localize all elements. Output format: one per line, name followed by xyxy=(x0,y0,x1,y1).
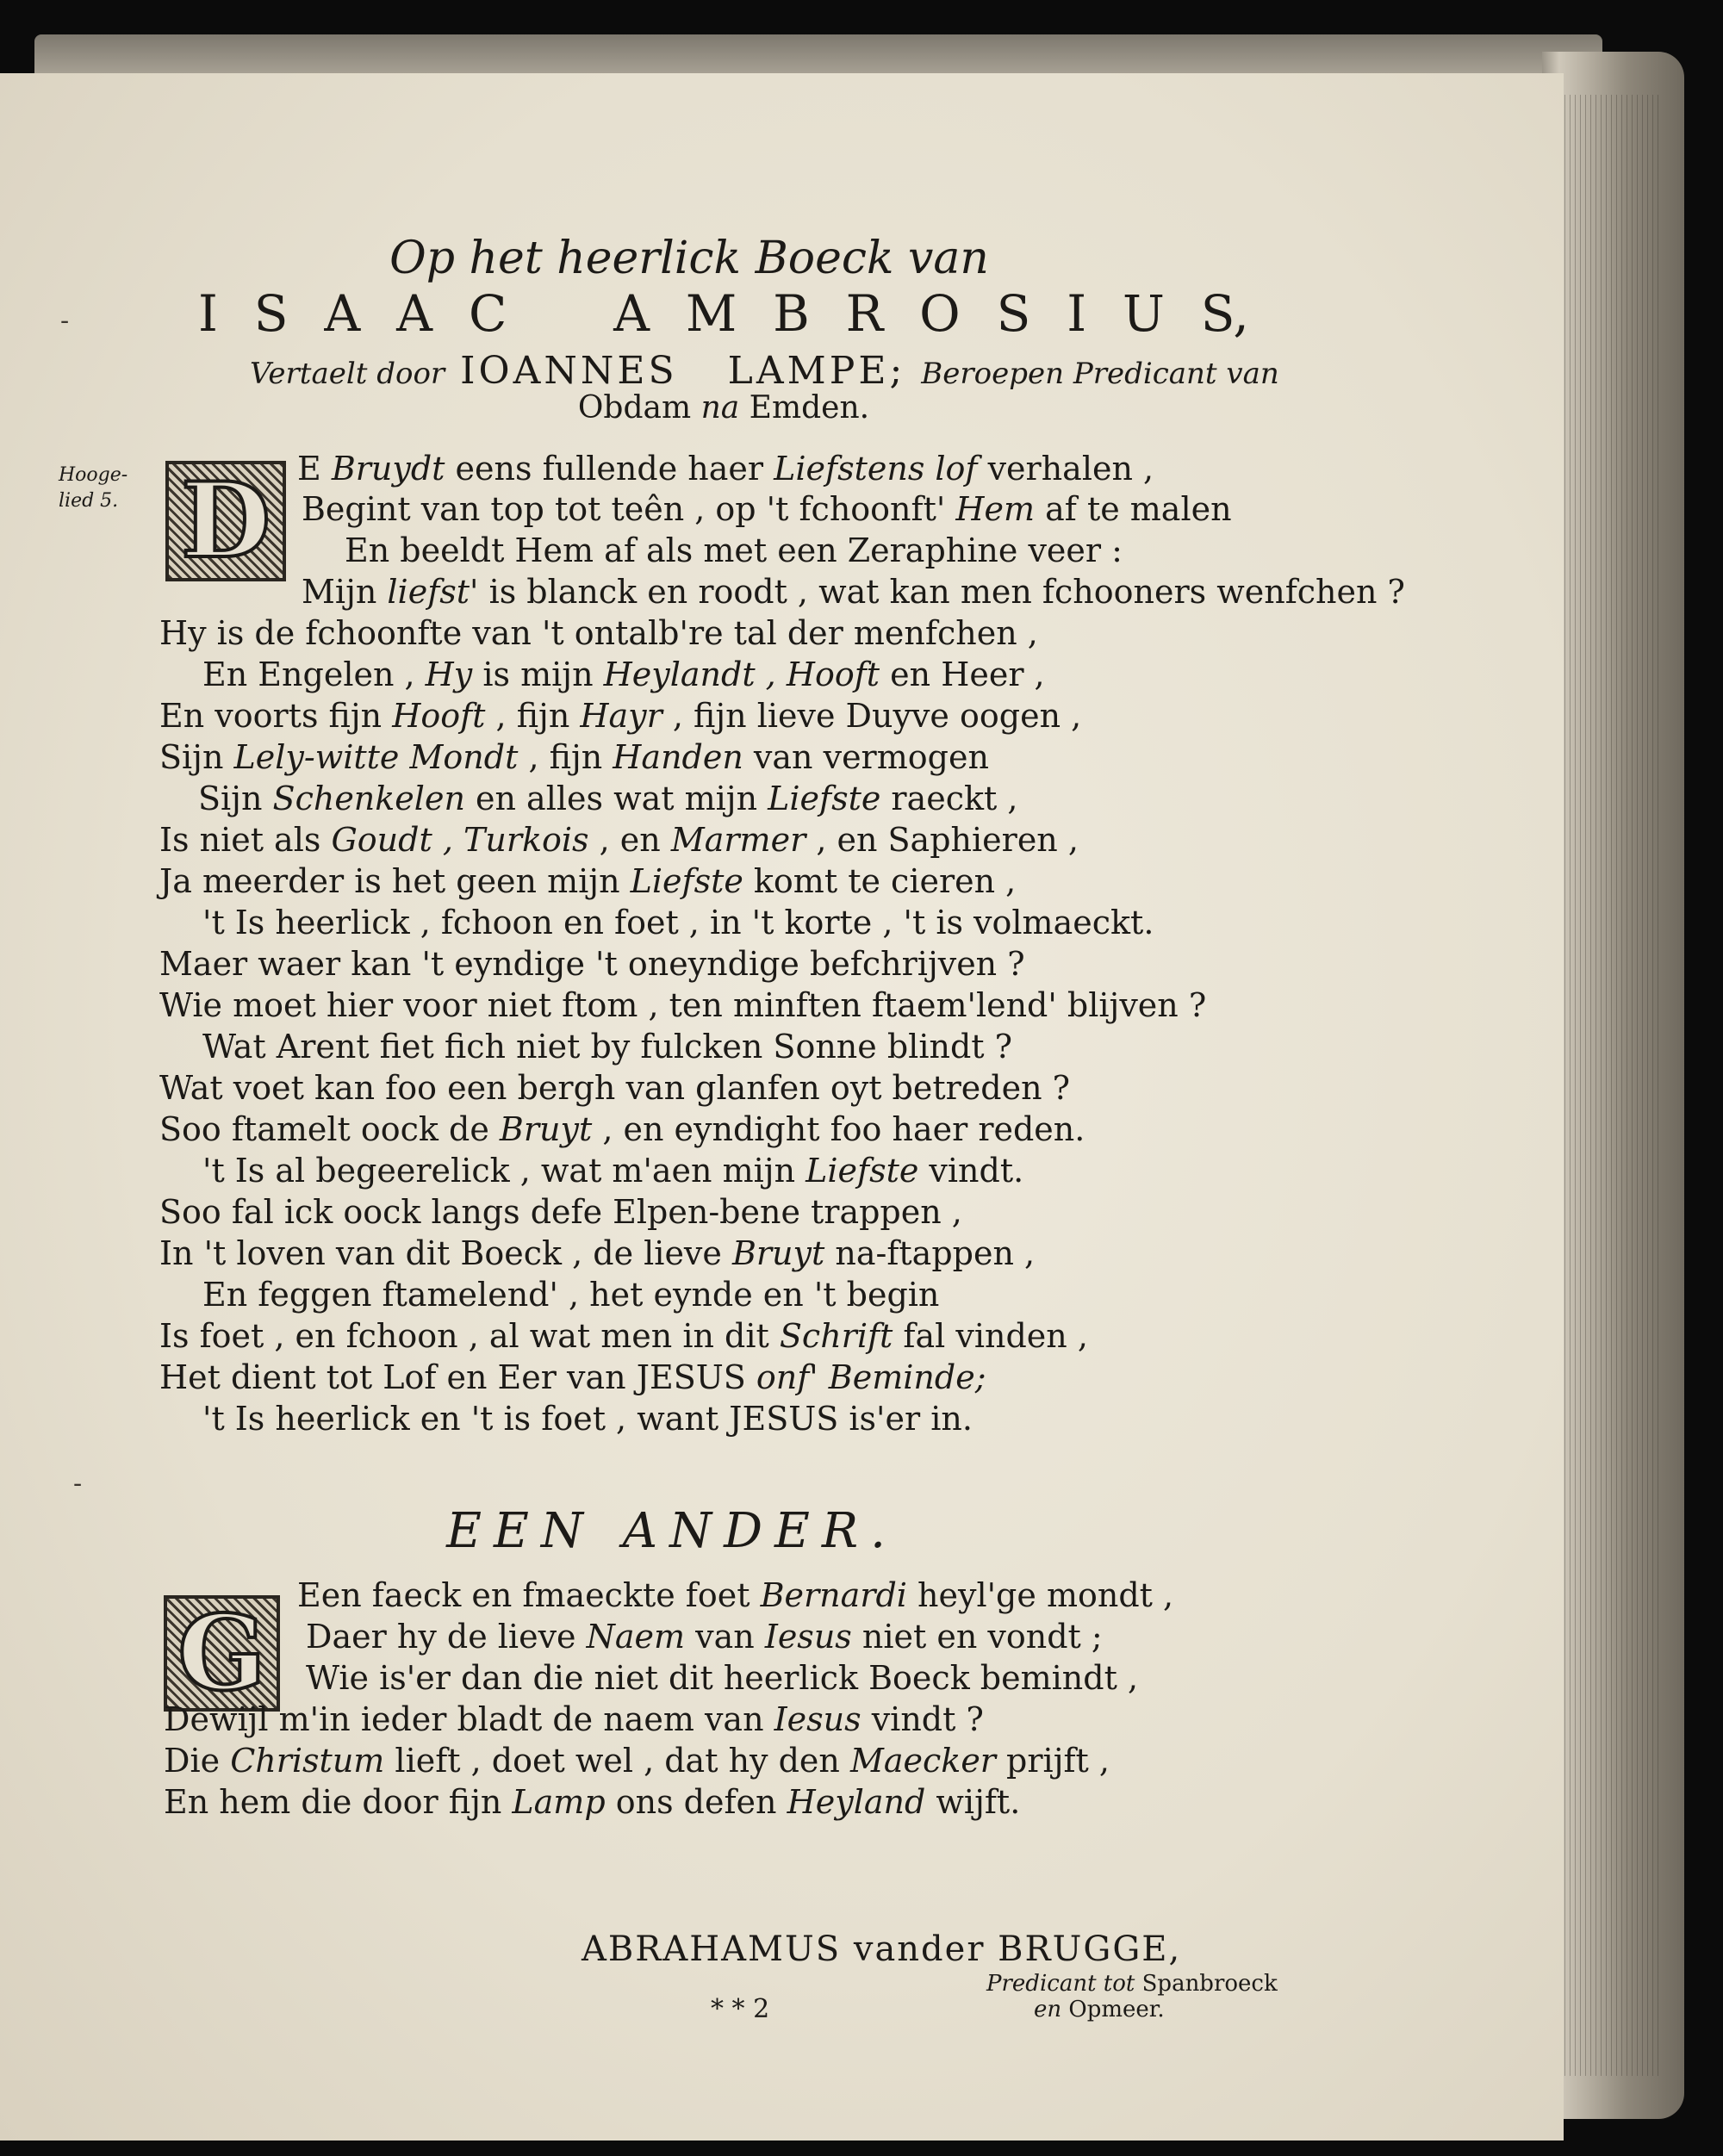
poem-line-italic: Heylandt , Hooft xyxy=(603,655,880,693)
poem-line-text: Begint van top tot teên , op 't fchoonft' xyxy=(302,490,956,528)
poem-line-text: Wat voet kan foo een bergh van glanfen oyt betreden ? xyxy=(159,1069,1071,1107)
poem-line-text: vindt ? xyxy=(861,1700,984,1738)
poem-line-text: en Heer , xyxy=(880,655,1045,693)
translator-prefix: Vertaelt door xyxy=(250,357,445,391)
poem-line-italic: Hem xyxy=(955,490,1036,528)
poem-line-italic: Schenkelen xyxy=(272,780,465,817)
poem-line-text: In 't loven van dit Boeck , de lieve xyxy=(159,1234,732,1272)
signature-name: ABRAHAMUS vander BRUGGE, xyxy=(582,1929,1182,1969)
name-letter: A xyxy=(396,284,433,343)
poem-line-text: Dewijl m'in ieder bladt de naem van xyxy=(164,1700,774,1738)
poem-line xyxy=(306,1616,1103,1657)
poem-line-text: En feggen ftamelend' , het eynde en 't begin xyxy=(202,1276,940,1314)
title-italic-line: Op het heerlick Boeck van xyxy=(389,233,989,284)
margin-mark: - xyxy=(73,1469,83,1499)
poem-line-text: Hy is de fchoonfte van 't ontalb're tal der menfchen , xyxy=(159,614,1038,652)
poem-line-text: 't Is heerlick , fchoon en foet , in 't korte , 't is volmaeckt. xyxy=(202,904,1154,941)
poem-line-italic: Christum xyxy=(230,1742,385,1780)
name-letter: U xyxy=(1123,284,1165,343)
poem-line-text: fal vinden , xyxy=(893,1317,1088,1355)
margin-mark: - xyxy=(60,306,70,336)
name-letter: M xyxy=(685,284,737,343)
poem-line xyxy=(164,1699,984,1740)
poem-line-italic: Iesus xyxy=(764,1618,852,1656)
poem-line-italic: Liefste xyxy=(630,862,743,900)
translator-place-na: na xyxy=(700,390,740,426)
poem-line-text: raeckt , xyxy=(880,780,1018,817)
poem-line-text: na-ftappen , xyxy=(824,1234,1036,1272)
poem-line-text: Een faeck en fmaeckte foet xyxy=(297,1576,761,1614)
signature-title-line-1 xyxy=(986,1971,1278,1997)
poem-line-text: lieft , doet wel , dat hy den xyxy=(384,1742,850,1780)
poem-line-text: verhalen , xyxy=(977,450,1154,488)
poem-line-text: Daer hy de lieve xyxy=(306,1618,587,1656)
poem-line-text: Wie moet hier voor niet ftom , ten minften ftaem'lend' blijven ? xyxy=(159,986,1207,1024)
poem-line-text: JESUS xyxy=(729,1400,839,1438)
poem-line-italic: Marmer xyxy=(670,821,806,859)
poem-line-text: , fijn lieve Duyve oogen , xyxy=(662,697,1082,735)
signature-title-place: Spanbroeck xyxy=(1141,1971,1278,1997)
poem-line-text: Sijn xyxy=(198,780,273,817)
poem-line-text: van vermogen xyxy=(743,738,989,776)
name-letter: B xyxy=(773,284,810,343)
poem-line-text: En beeldt Hem af als met een Zeraphine veer : xyxy=(345,531,1123,569)
poem-line-italic: Bruydt xyxy=(331,450,445,488)
poem-line-italic: liefst' xyxy=(387,573,479,611)
poem-line-text: en alles wat mijn xyxy=(464,780,768,817)
poem-line-text: niet en vondt ; xyxy=(851,1618,1103,1656)
poem-line-italic: Liefstens lof xyxy=(774,450,978,488)
poem-line-italic: Liefste xyxy=(806,1152,919,1190)
dropcap-letter: D xyxy=(180,460,271,581)
poem-line-text: En Engelen , xyxy=(202,655,426,693)
poem-line-text: En voorts fijn xyxy=(159,697,393,735)
poem-line-text: is mijn xyxy=(472,655,604,693)
poem-line-text: Sijn xyxy=(159,738,234,776)
poem-line-italic: Bernardi xyxy=(760,1576,907,1614)
poem-line-italic: Hy xyxy=(425,655,473,693)
poem-line-text: Mijn xyxy=(302,573,388,611)
poem-line-text: af te malen xyxy=(1035,490,1232,528)
poem-line-text: wijft. xyxy=(925,1783,1021,1821)
poem-line xyxy=(306,1657,1138,1699)
poem-line-italic: Heyland xyxy=(787,1783,926,1821)
poem-line xyxy=(164,1740,1110,1781)
poem-line-italic: Handen xyxy=(613,738,743,776)
poem-line-text: heyl'ge mondt , xyxy=(906,1576,1174,1614)
translator-place-to: Emden. xyxy=(749,390,870,426)
poem-line-text: Soo fal ick oock langs defe Elpen-bene trappen , xyxy=(159,1193,962,1231)
poem-line-text: prijft , xyxy=(995,1742,1110,1780)
section-heading-een-ander: EEN ANDER. xyxy=(446,1503,898,1559)
poem-line xyxy=(297,1575,1173,1616)
margin-note-line: Hooge- xyxy=(59,464,128,486)
poem-line-text: , en xyxy=(588,821,671,859)
poem-line xyxy=(164,1781,1020,1823)
name-letter: S, xyxy=(1200,284,1249,343)
poem-line-text: van xyxy=(685,1618,765,1656)
poem-line-text: Het dient tot Lof en Eer van xyxy=(159,1358,637,1396)
poem-line-text: Is foet , en fchoon , al wat men in dit xyxy=(159,1317,780,1355)
name-letter: S xyxy=(996,284,1031,343)
poem-line-text: 't Is al begeerelick , wat m'aen mijn xyxy=(202,1152,806,1190)
poem-line-text: is blanck en roodt , wat kan men fchooners wenfchen ? xyxy=(478,573,1405,611)
poem-line-italic: Hayr xyxy=(580,697,662,735)
poem-line-text: JESUS xyxy=(636,1358,746,1396)
poem-line-text: Maer waer kan 't eyndige 't oneyndige befchrijven ? xyxy=(159,945,1025,983)
poem-line-text: E xyxy=(297,450,332,488)
translator-place-from: Obdam xyxy=(577,390,692,426)
poem-line-text: is'er in. xyxy=(838,1400,973,1438)
signature-title-italic: Predicant tot xyxy=(986,1971,1135,1997)
poem-line-text: Ja meerder is het geen mijn xyxy=(159,862,631,900)
poem-line-text: Wat Arent fiet fich niet by fulcken Sonne blindt ? xyxy=(202,1028,1012,1066)
poem-line-italic: Schrift xyxy=(779,1317,893,1355)
name-letter: I xyxy=(1067,284,1087,343)
poem-line-italic: Bruyt xyxy=(499,1110,593,1148)
poem-line-italic: Naem xyxy=(586,1618,686,1656)
poem-line-italic: Goudt , Turkois xyxy=(331,821,589,859)
poem-line-text: , en Saphieren , xyxy=(806,821,1079,859)
name-letter: C xyxy=(468,284,507,343)
poem-second xyxy=(0,73,1564,2140)
translator-first-name: IOANNES xyxy=(460,349,678,393)
poem-line-text: Wie is'er dan die niet dit heerlick Boeck bemindt , xyxy=(306,1659,1139,1697)
poem-line-italic: Bruyt xyxy=(731,1234,825,1272)
poem-line-text: eens fullende haer xyxy=(445,450,774,488)
poem-line-italic: Iesus xyxy=(774,1700,862,1738)
name-letter: O xyxy=(919,284,961,343)
poem-line-italic: onf' Beminde; xyxy=(745,1358,986,1396)
poem-line-text: Is niet als xyxy=(159,821,332,859)
book-page-edge-lines xyxy=(1559,95,1663,2076)
name-letter: A xyxy=(613,284,650,343)
page xyxy=(0,73,1564,2140)
poem-line-text: komt te cieren , xyxy=(743,862,1017,900)
poem-line-text: ons defen xyxy=(605,1783,787,1821)
poem-line-text: Soo ftamelt oock de xyxy=(159,1110,500,1148)
name-letter: S xyxy=(253,284,289,343)
poem-line-text: 't Is heerlick en 't is foet , want xyxy=(202,1400,730,1438)
name-letter: A xyxy=(324,284,361,343)
poem-line-italic: Lamp xyxy=(512,1783,606,1821)
name-letter: I xyxy=(198,284,218,343)
poem-line-italic: Lely-witte Mondt xyxy=(233,738,519,776)
poem-line-text: , fijn xyxy=(485,697,581,735)
poem-line-italic: Liefste xyxy=(768,780,881,817)
margin-note-line: lied 5. xyxy=(59,490,119,512)
signature-mark: * * 2 xyxy=(711,1994,770,2024)
poem-line-italic: Hooft xyxy=(392,697,486,735)
poem-line-italic: Maecker xyxy=(849,1742,996,1780)
signature-title-line-2 xyxy=(1034,1997,1165,2022)
poem-line-text: , fijn xyxy=(518,738,613,776)
translator-role: Beroepen Predicant van xyxy=(921,357,1279,391)
translator-last-name: LAMPE; xyxy=(727,349,906,393)
poem-line-text: , en eyndight foo haer reden. xyxy=(592,1110,1085,1148)
signature-title-italic: en xyxy=(1034,1997,1062,2022)
poem-line-text: Die xyxy=(164,1742,231,1780)
signature-title-place: Opmeer. xyxy=(1068,1997,1165,2022)
poem-line-text: En hem die door fijn xyxy=(164,1783,513,1821)
poem-line-text: vindt. xyxy=(918,1152,1024,1190)
dropcap-letter: G xyxy=(177,1592,266,1714)
name-letter: R xyxy=(845,284,884,343)
